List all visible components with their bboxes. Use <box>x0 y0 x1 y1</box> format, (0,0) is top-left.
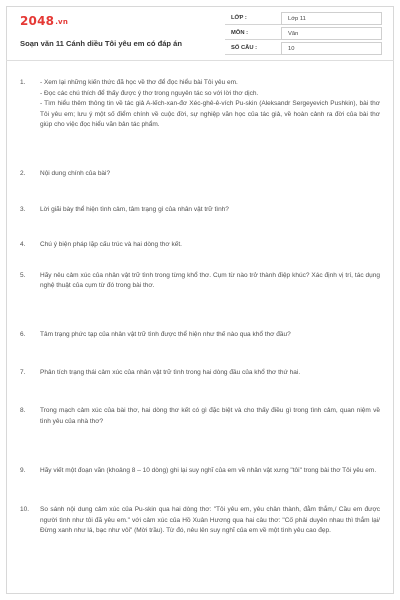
question-line: Chú ý biện pháp lặp cấu trúc và hai dòng thơ kết. <box>40 241 182 249</box>
question-item <box>20 78 380 131</box>
question-line: Lời giãi bày thể hiện tình cảm, tâm trạng gì của nhân vật trữ tình? <box>40 205 229 213</box>
question-number: 4. <box>20 241 26 249</box>
question-text <box>40 240 380 251</box>
meta-value: Lớp 11 <box>281 12 382 25</box>
header <box>14 10 386 60</box>
question-line: - Đọc các chú thích để thấy được ý thơ trong nguyên tác so với lời thơ dịch. <box>40 89 259 97</box>
header-divider <box>6 60 394 61</box>
question-text <box>40 505 380 537</box>
question-text <box>40 271 380 292</box>
question-text <box>40 78 380 131</box>
question-line: Tâm trạng phức tạp của nhân vật trữ tình được thể hiện như thế nào qua khổ thơ đầu? <box>40 330 291 338</box>
question-line: So sánh nội dung cảm xúc của Pu-skin qua hai dòng thơ: "Tôi yêu em, yêu chân thành, đằm thắm,/ Cầu em được người tình như tôi đã yêu em." với cảm xúc của Hồ Xuân Hương qua hai câu thơ: "Cố phải duyên nhau thì thắm lại/ Đừng xanh như lá, bạc như vôi" (Mời trầu). Từ đó, nêu lên suy nghĩ của em về một tình yêu cao đẹp. <box>40 505 380 535</box>
question-item <box>20 368 380 379</box>
meta-label: LỚP : <box>225 12 281 25</box>
question-line: - Xem lại những kiến thức đã học về thơ để đọc hiểu bài Tôi yêu em. <box>40 79 238 86</box>
question-item <box>20 330 380 341</box>
site-logo[interactable]: 2048.vn <box>20 14 69 28</box>
question-number: 6. <box>20 330 26 338</box>
question-number: 1. <box>20 79 26 86</box>
question-line: Phân tích trạng thái cảm xúc của nhân vật trữ tình trong hai dòng đầu của khổ thơ thứ hai. <box>40 368 301 376</box>
question-item <box>20 406 380 427</box>
question-number: 8. <box>20 407 26 415</box>
question-line: Hãy nêu cảm xúc của nhân vật trữ tình trong từng khổ thơ. Cụm từ nào trở thành điệp khúc? Xác định vị trí, tác dụng nghệ thuật của cụm từ đó trong bài thơ. <box>40 271 380 290</box>
question-text <box>40 330 380 341</box>
question-text <box>40 169 380 180</box>
question-item <box>20 466 380 477</box>
question-number: 7. <box>20 368 26 376</box>
question-number: 9. <box>20 467 26 475</box>
question-item <box>20 505 380 537</box>
meta-value: Văn <box>281 27 382 40</box>
question-number: 2. <box>20 169 26 177</box>
question-number: 5. <box>20 271 26 279</box>
question-item <box>20 240 380 251</box>
question-line: - Tìm hiểu thêm thông tin về tác giả A-lếch-xan-đơ Xéc-ghê-ê-vích Pu-skin (Aleksandr Sergeyevich Pushkin), bài thơ Tôi yêu em; lưu ý một số điểm chính về cuộc đời, sự nghiệp văn học của tác giả, về hoàn cảnh ra đời của bài thơ giúp cho việc đọc hiểu văn bản tác phẩm. <box>40 100 380 129</box>
meta-label: SỐ CÂU : <box>225 42 281 55</box>
question-text <box>40 466 380 477</box>
question-item <box>20 205 380 216</box>
meta-table <box>225 12 382 57</box>
question-text <box>40 406 380 427</box>
meta-row-subject <box>225 27 382 40</box>
meta-row-question-count <box>225 42 382 55</box>
question-item <box>20 169 380 180</box>
question-list <box>20 78 380 537</box>
question-text <box>40 205 380 216</box>
meta-row-class <box>225 12 382 25</box>
question-line: Hãy viết một đoạn văn (khoảng 8 – 10 dòng) ghi lại suy nghĩ của em về nhân vật xưng "tôi" trong bài thơ Tôi yêu em. <box>40 467 377 475</box>
question-number: 3. <box>20 205 26 213</box>
question-line: Nội dung chính của bài? <box>40 169 111 177</box>
question-text <box>40 368 380 379</box>
meta-value: 10 <box>281 42 382 55</box>
meta-label: MÔN : <box>225 27 281 40</box>
question-number: 10. <box>20 505 30 513</box>
page-title: Soạn văn 11 Cánh diều Tôi yêu em có đáp án <box>20 39 183 48</box>
question-line: Trong mạch cảm xúc của bài thơ, hai dòng thơ kết có gì đặc biệt và cho thấy điều gì trong tình cảm, quan niệm về tình yêu của nhà thơ? <box>40 407 380 425</box>
question-item <box>20 271 380 292</box>
